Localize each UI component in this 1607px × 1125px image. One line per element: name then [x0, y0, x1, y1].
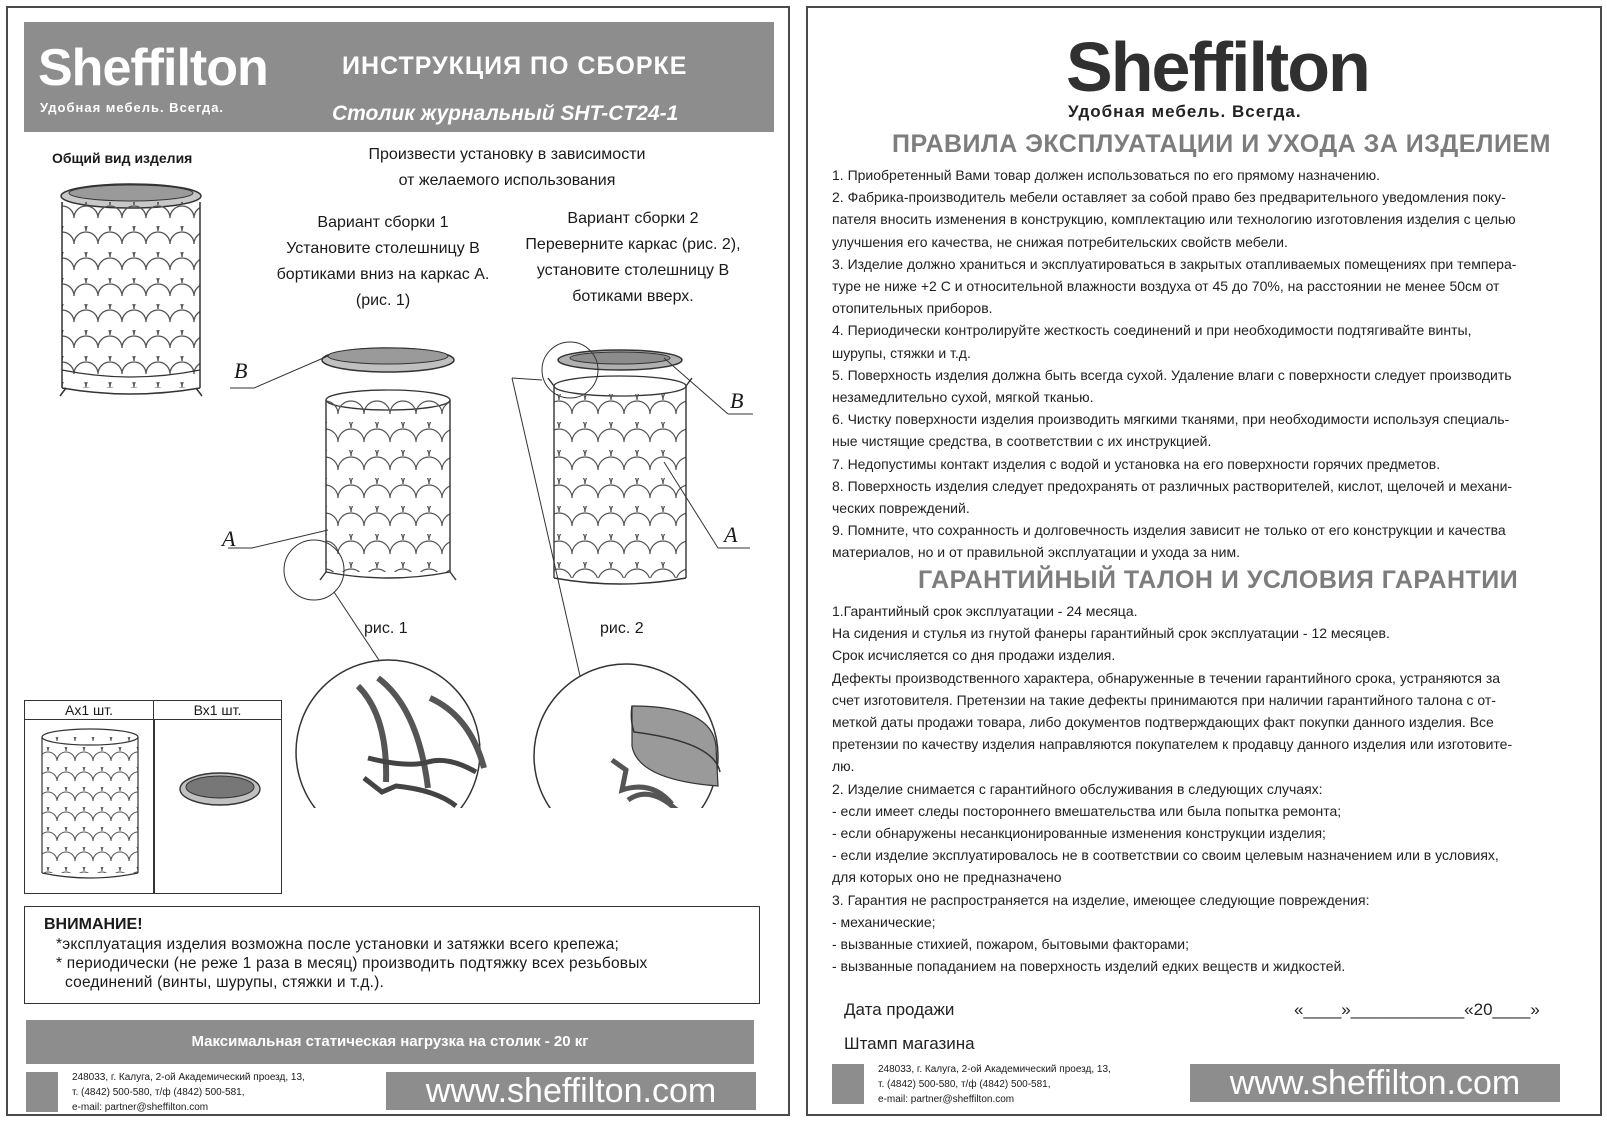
parts-table: [24, 700, 282, 894]
brand-logo: Sheffilton: [38, 39, 268, 97]
label-a-fig2: A: [724, 522, 738, 547]
warranty-title: ГАРАНТИЙНЫЙ ТАЛОН И УСЛОВИЯ ГАРАНТИИ: [918, 566, 1519, 594]
rule-line: незамедлительно сухой, мягкой тканью.: [832, 389, 1094, 406]
warranty-line: счет изготовителя. Претензии на такие дефекты принимаются при наличии гарантийного талона с от-: [832, 691, 1496, 708]
rule-line: 2. Фабрика-производитель мебели оставляет за собой право без предварительного уведомления поку-: [832, 189, 1506, 206]
fig1-tabletop: [322, 348, 454, 372]
part-a-header: Ах1 шт.: [25, 701, 154, 720]
footer-square: [832, 1064, 864, 1104]
general-view-label: Общий вид изделия: [52, 150, 193, 166]
rule-line: шурупы, стяжки и т.д.: [832, 344, 971, 361]
rule-line: ные чистящие средства, в соответствии с их инструкцией.: [832, 433, 1212, 450]
assembly-diagrams: [208, 338, 768, 808]
rule-line: 7. Недопустимы контакт изделия с водой и установка на его поверхности горячих предметов.: [832, 455, 1441, 472]
fig1-frame: [320, 390, 456, 580]
warranty-line: 2. Изделие снимается с гарантийного обслуживания в следующих случаях:: [832, 780, 1323, 797]
rule-line: 1. Приобретенный Вами товар должен использоваться по его прямому назначению.: [832, 167, 1380, 183]
store-stamp-label: Штамп магазина: [844, 1034, 975, 1053]
warning-line-1: *эксплуатация изделия возможна после установки и затяжки всего крепежа;: [56, 936, 620, 953]
brand-slogan: Удобная мебель. Всегда.: [40, 100, 225, 115]
detail-circle-2: [534, 664, 720, 808]
assembly-instruction-page: [6, 6, 790, 1116]
warning-line-2: * периодически (не реже 1 раза в месяц) производить подтяжку всех резьбовых: [56, 955, 648, 972]
general-view-drawing: [50, 174, 212, 410]
instruction-title: ИНСТРУКЦИЯ ПО СБОРКЕ: [342, 52, 688, 80]
fig2-frame: [548, 376, 692, 584]
rule-line: 4. Периодически контролируйте жесткость соединений и при необходимости подтягивайте винты,: [832, 322, 1472, 339]
footer-address: 248033, г. Калуга, 2-ой Академический проезд, 13, т. (4842) 500-580, т/ф (4842) 500-581, e-mail: partner@sheffilton.com: [878, 1064, 1111, 1105]
warranty-line: Срок исчисляется со дня продажи изделия.: [832, 647, 1116, 664]
label-a-fig1: A: [222, 526, 236, 551]
rule-line: туре не ниже +2 С и относительной влажности воздуха от 45 до 70%, на расстоянии не менее 50см от: [832, 278, 1500, 295]
rule-line: 3. Изделие должно храниться и эксплуатироваться в закрытых отапливаемых помещениях при темпера-: [832, 255, 1517, 272]
warranty-line: - вызванные попаданием на поверхность изделий едких веществ и жидкостей.: [832, 958, 1346, 975]
care-rules-list: [832, 164, 1516, 564]
warranty-line: лю.: [832, 758, 855, 775]
warning-line-3: соединений (винты, шурупы, стяжки и т.д.).: [56, 974, 384, 991]
website-link[interactable]: www.sheffilton.com: [386, 1072, 756, 1110]
rule-line: 8. Поверхность изделия следует предохранять от различных растворителей, кислот, щелочей и механи-: [832, 477, 1513, 494]
rule-line: материалов, но и от правильной эксплуатации и ухода за ним.: [832, 544, 1240, 561]
warranty-line: На сидения и стулья из гнутой фанеры гарантийный срок эксплуатации - 12 месяцев.: [832, 625, 1390, 642]
part-b-tabletop-drawing: [177, 769, 263, 809]
brand-slogan: Удобная мебель. Всегда.: [1068, 102, 1302, 121]
sale-date-label: Дата продажи: [844, 1000, 955, 1019]
warranty-line: - вызванные стихией, пожаром, бытовыми факторами;: [832, 936, 1190, 953]
warranty-line: - механические;: [832, 913, 936, 930]
footer-address: 248033, г. Калуга, 2-ой Академический проезд, 13, т. (4842) 500-580, т/ф (4842) 500-581, e-mail: partner@sheffilton.com: [72, 1072, 305, 1113]
brand-logo: Sheffilton: [1066, 28, 1369, 106]
footer-square: [26, 1072, 58, 1112]
warranty-line: 1.Гарантийный срок эксплуатации - 24 месяца.: [832, 603, 1138, 619]
care-rules-title: ПРАВИЛА ЭКСПЛУАТАЦИИ И УХОДА ЗА ИЗДЕЛИЕМ: [892, 130, 1551, 158]
sale-date-field[interactable]: «____»____________«20____»: [1294, 1000, 1540, 1019]
warranty-line: - если имеет следы постороннего вмешательства или была попытка ремонта;: [832, 802, 1342, 819]
part-a-frame-drawing: [39, 727, 141, 881]
fig2-caption: рис. 2: [600, 620, 644, 637]
product-name: Столик журнальный SHT-CT24-1: [332, 102, 679, 125]
detail-circle-1: [296, 660, 484, 808]
warranty-line: - если изделие эксплуатировалось не в соответствии со своим целевым назначением или в условиях,: [832, 847, 1499, 864]
header-bar: [24, 22, 774, 132]
warranty-line: меткой даты продажи товара, либо документов подтверждающих факт покупки данного изделия. Все: [832, 714, 1494, 731]
rule-line: 5. Поверхность изделия должна быть всегда сухой. Удаление влаги с поверхности следует производить: [832, 366, 1512, 383]
fig1-caption: рис. 1: [364, 620, 408, 637]
variant-1-text: Вариант сборки 1 Установите столешницу В бортиками вниз на каркас А. (рис. 1): [276, 214, 490, 309]
variant-2-text: Вариант сборки 2 Переверните каркас (рис. 2), установите столешницу В ботиками вверх.: [525, 210, 741, 305]
warranty-list: [832, 600, 1512, 977]
website-link[interactable]: www.sheffilton.com: [1190, 1064, 1560, 1102]
rule-line: пателя вносить изменения в конструкцию, комплектацию или технологию изготовления изделия с целью: [832, 211, 1516, 228]
label-b-fig1: B: [234, 358, 248, 383]
rule-line: отопительных приборов.: [832, 300, 993, 317]
label-b-fig2: B: [730, 388, 744, 413]
rule-line: 6. Чистку поверхности изделия производить мягкими тканями, при необходимости используя специаль-: [832, 411, 1510, 428]
warning-title: ВНИМАНИЕ!: [44, 916, 143, 933]
rule-line: улучшения его качества, не снижая потребительских свойств мебели.: [832, 233, 1288, 250]
warranty-line: 3. Гарантия не распространяется на изделие, имеющее следующие повреждения:: [832, 891, 1370, 908]
fig2-tabletop: [558, 350, 682, 370]
intro-text: Произвести установку в зависимости от желаемого использования: [368, 146, 646, 189]
rule-line: 9. Помните, что сохранность и долговечность изделия зависит не только от его конструкции и качества: [832, 522, 1506, 539]
care-and-warranty-page: [806, 6, 1602, 1116]
warranty-line: Дефекты производственного характера, обнаруженные в течении гарантийного срока, устраняются за: [832, 669, 1501, 686]
max-load-bar: Максимальная статическая нагрузка на столик - 20 кг: [26, 1020, 754, 1064]
warranty-line: претензии по качеству изделия направляются покупателем к продавцу данного изделия или изготовите-: [832, 736, 1513, 753]
part-b-header: Вх1 шт.: [154, 701, 281, 720]
rule-line: ческих повреждений.: [832, 500, 970, 517]
warranty-line: для которых оно не предназначено: [832, 869, 1062, 886]
warranty-line: - если обнаружены несанкционированные изменения конструкции изделия;: [832, 825, 1326, 842]
